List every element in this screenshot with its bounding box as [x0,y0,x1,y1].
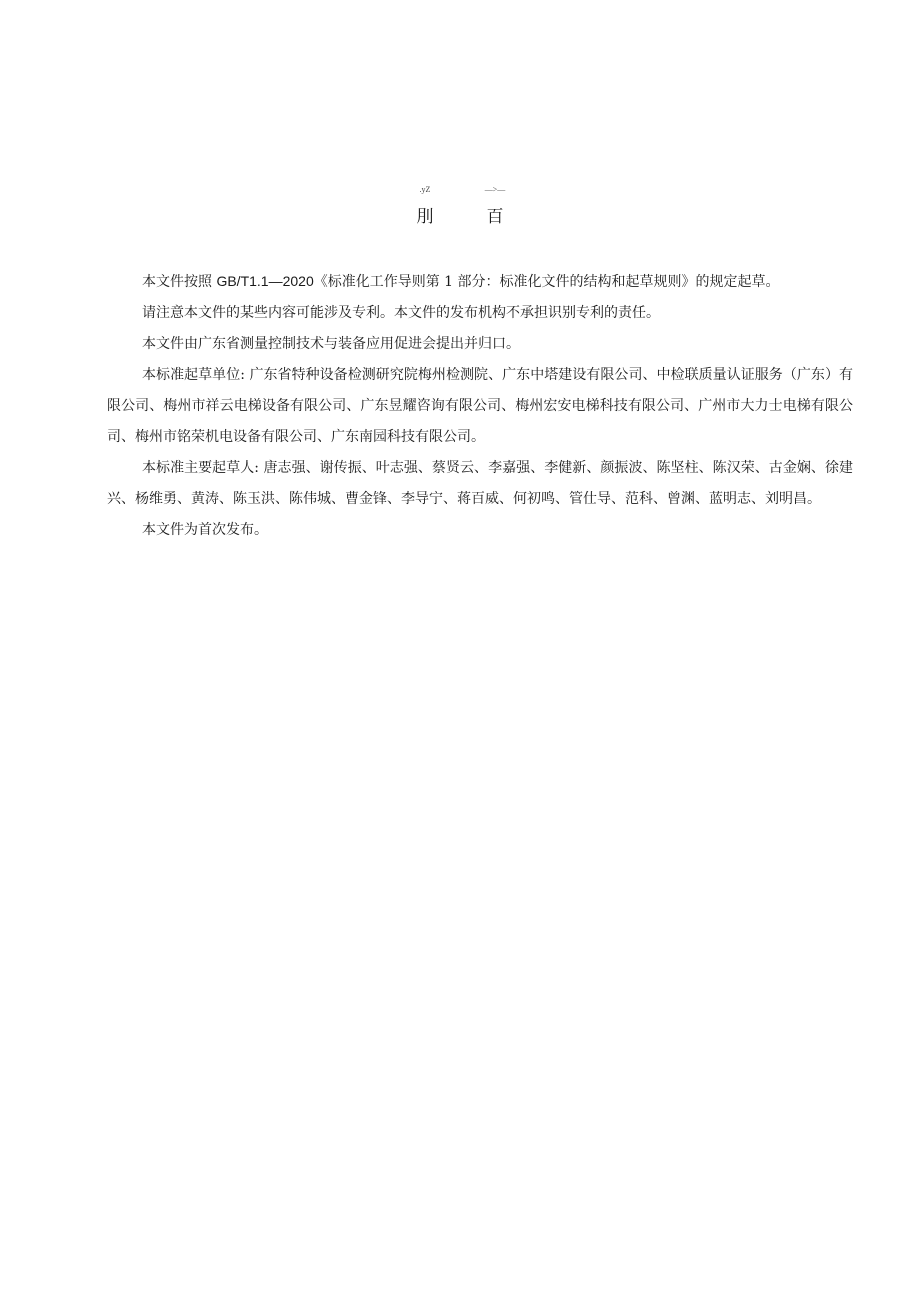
standard-code: GB/T1.1—2020 [216,273,314,289]
heading-char-1 [390,182,460,227]
foreword-heading [0,182,920,227]
paragraph-proposer: 本文件由广东省测量控制技术与装备应用促进会提出并归口。 [142,336,520,352]
paragraph-drafting-units: 本标准起草单位: 广东省特种设备检测研究院梅州检测院、广东中塔建设有限公司、中检联质量认证服务（广东）有限公司、梅州市祥云电梯设备有限公司、广东昱耀咨询有限公司、梅州宏安电梯科技有限公司、广州市大力士电梯有限公司、梅州市铭荣机电设备有限公司、广东南园科技有限公司。 [107,367,853,445]
heading-char-2 [460,182,530,227]
paragraph-drafters: 本标准主要起草人: 唐志强、谢传振、叶志强、蔡贤云、李嘉强、李健新、颜振波、陈坚柱、陈汉荣、古金娴、徐建兴、杨维勇、黄涛、陈玉洪、陈伟城、曹金锋、李导宁、蒋百威、何初鸣、管仕导、范科、曾渊、蓝明志、刘明昌。 [107,460,853,507]
paragraph-standard-basis [107,266,853,298]
heading-mark-1: .yZ [419,185,431,194]
basis-prefix: 本文件按照 [142,274,217,290]
foreword-body [107,266,853,546]
heading-char-2-text: 百 [486,207,504,227]
heading-mark-2: —>— [484,185,506,194]
heading-char-1-text: 刖 [416,207,434,227]
basis-suffix: 《标准化工作导则第 1 部分：标准化文件的结构和起草规则》的规定起草。 [313,274,780,290]
paragraph-patent-notice: 请注意本文件的某些内容可能涉及专利。本文件的发布机构不承担识别专利的责任。 [142,305,660,321]
paragraph-first-release: 本文件为首次发布。 [142,522,268,538]
